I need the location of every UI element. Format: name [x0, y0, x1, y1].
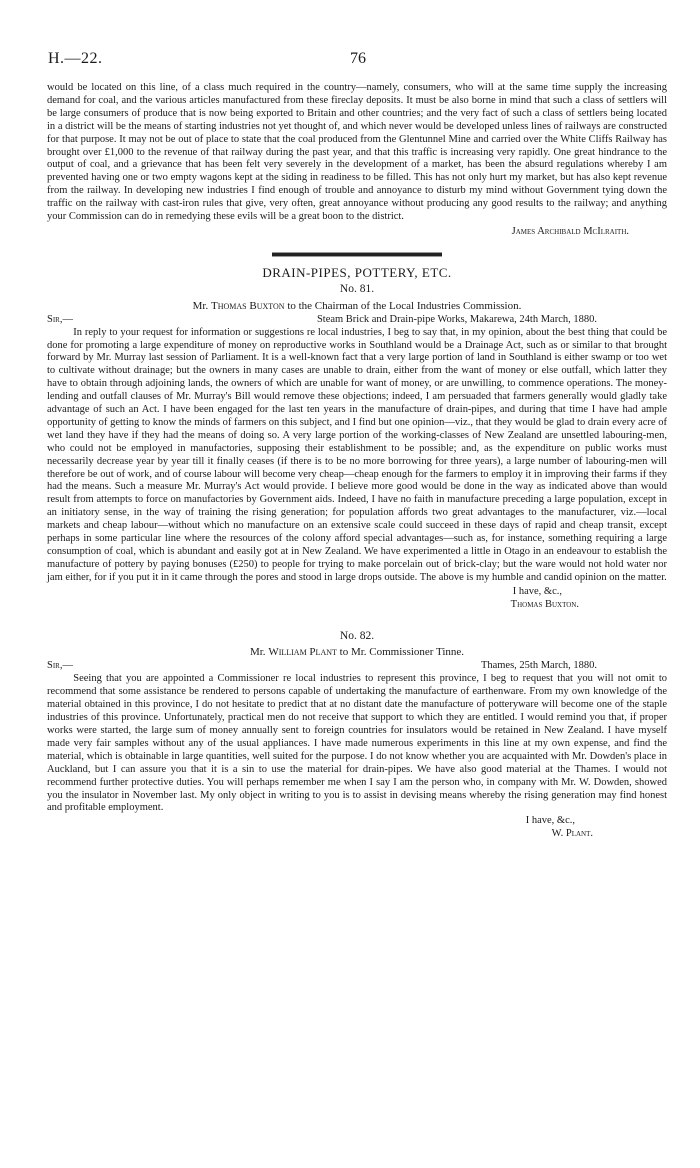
page-header	[48, 50, 668, 74]
letter-81-title-pre: Mr.	[192, 299, 211, 312]
page-number: 76	[350, 50, 366, 67]
letter-82-signature: W. Plant.	[551, 828, 593, 840]
letter-82-title-pre: Mr.	[249, 646, 269, 659]
letter-82-salutation: Sir,—	[47, 660, 73, 672]
letter-81-title	[47, 300, 667, 313]
letter-82-title-post: to Mr. Commissioner Tinne.	[336, 646, 465, 659]
letter-81-heading	[47, 314, 667, 327]
letter-81-closing: I have, &c.,	[512, 585, 562, 597]
letter-82-closing: I have, &c.,	[525, 815, 575, 827]
letter-81-address: Steam Brick and Drain-pipe Works, Makarewa, 24th March, 1880.	[316, 313, 597, 325]
document-reference: H.—22.	[48, 50, 103, 67]
letter-82-author: William Plant	[268, 646, 337, 659]
letter-81-title-post: to the Chairman of the Local Industries Commission.	[284, 299, 522, 312]
letter-81-author: Thomas Buxton	[211, 299, 285, 312]
letter-81-signature: Thomas Buxton.	[510, 598, 579, 610]
letter-82-address: Thames, 25th March, 1880.	[480, 660, 597, 672]
letter-82-number: No. 82.	[339, 629, 375, 642]
intro-paragraph: would be located on this line, of a class much required in the country—namely, consumers, who will at the same time supply the increasing demand for coal, and the various articles manufactured from these fireclay deposits. It must be also borne in mind that such a class of settlers will be large consumers of produce that is now being exported to Britain and other countries; and the very fact of such a class of settlers being located in a district will be the means of starting industries not yet thought of, and which never would be developed unless lines of railways are constructed for that purpose. It may not be out of place to state that the coal produced from the Glentunnel Mine and carried over the White Cliffs Railway has brought over £1,000 to the revenue of that railway during the past year, and that this traffic is increasing very rapidly. One great hindrance to the output of coal, and a grievance that has been felt very severely in the development of a market, has been the absurd regulations whereby I am prevented having one or two empty wagons kept at the siding in readiness to be filled. This has not only hurt my market, but has also kept revenue from the railway. In developing new industries I find enough of trouble and annoyance to disturb my mind without Government tying down the traffic on the railway with cast-iron rules that give, very often, great annoyance without producing any good results to the railway; and anything your Commission can do in remedying these evils will be a great boon to the district.	[47, 82, 667, 223]
letter-81-number: No. 81.	[339, 282, 375, 295]
section-title: DRAIN-PIPES, POTTERY, ETC.	[262, 264, 452, 280]
letter-82-title	[47, 646, 667, 659]
letter-82-body: Seeing that you are appointed a Commissioner re local industries to represent this province, I beg to request that you will not omit to recommend that some assistance be rendered to persons capable of undertaking the manufacture of earthenware. From my own knowledge of the material obtained in this province, I do not hesitate to predict that at no distant date the manufacture of potteryware will become one of the staple industries of this province. Unfortunately, practical men do not receive that support to which they are entitled. I would remind you that, if proper works were started, the large sum of money annually sent to foreign countries for insulators would be retained in New Zealand. I have myself made very fair samples without any of the usual appliances. I have made numerous experiments in this line at my own expense, and find the material, which is obtainable in large quantities, well suited for the purpose. I do not know whether you are acquainted with Mr. Dowden's place in Auckland, but I can assure you that it is a sin to use the material for drain-pipes. We have also good material at the Thames. I would not recommend further protective duties. You will perhaps remember me when I say I am the person who, in company with Mr. W. Dowden, showed you the insulator in November last. My only object in writing to you is to assist in devising means whereby the rising generation may find honest and profitable employment.	[47, 673, 667, 814]
intro-signature: James Archibald McIlraith.	[511, 225, 629, 237]
page-content	[47, 82, 667, 841]
section-divider	[272, 252, 442, 257]
letter-81-body: In reply to your request for information or suggestions re local industries, I beg to say that, in my opinion, about the best thing that could be done for promoting a large expenditure of money on reproductive works in Southland would be a Drainage Act, such as or similar to that brought forward by Mr. Murray last session of Parliament. It is a well-known fact that a very large portion of land in Southland is either swamp or too wet to cultivate without drainage; but the owners in many cases are unable to drain, either from the want of money or else outfall, which latter they have to obtain through adjoining lands, the owners of which are unable for want of money, or are unwilling, to commence operations. The money-lending and outfall clauses of Mr. Murray's Bill would remove these objections; indeed, I am persuaded that farmers generally would gladly take advantage of such an Act. I have been engaged for the last ten years in the manufacture of drain-pipes, and during that time I have had ample opportunity of getting to know the minds of farmers on this subject, and I find but one opinion—viz., that they would be glad to drain every acre of wet land they have if they had the means of doing so. A very large portion of the working-classes of New Zealand are unsettled labouring-men, who could not be employed in manufactories, supposing their establishment to be possible; and, as the expenditure on public works must necessarily decrease year by year till it finally ceases (if there is to be no more borrowing for three years), a large number of labouring-men will therefore be out of work, and of course labour will become very cheap—cheap enough for the farmers to employ it in improving their farms if they had the means. Such a measure Mr. Murray's Act would provide. I believe more good would be done in the way as indicated above than would result from attempts to force on manufactories by Government aids. Indeed, I have no faith in manufacture preceding a large population, except in an initiatory sense, in the way of training the rising generation; for population affords two great advantages to the manufacturer, viz.—local markets and cheap labour—without which no manufacture on an extensive scale could succeed in these days of rapid and cheap transit, except perhaps in some particular line where the resources of the colony afford special advantages—such as, for instance, something requiring a large consumption of coal, which is abundant and easily got at in New Zealand. We have experimented a little in Otago in an endeavour to establish the manufacture of pottery by paying bonuses (£250) to people for trying to make porcelain out of brick-clay; but the ware would not hold water nor jam either, for if you put it in it came through the pores and stood in large drops outside. The above is my humble and candid opinion on the matter.	[47, 326, 667, 583]
letter-82-heading	[47, 660, 667, 673]
letter-81-salutation: Sir,—	[47, 313, 73, 325]
